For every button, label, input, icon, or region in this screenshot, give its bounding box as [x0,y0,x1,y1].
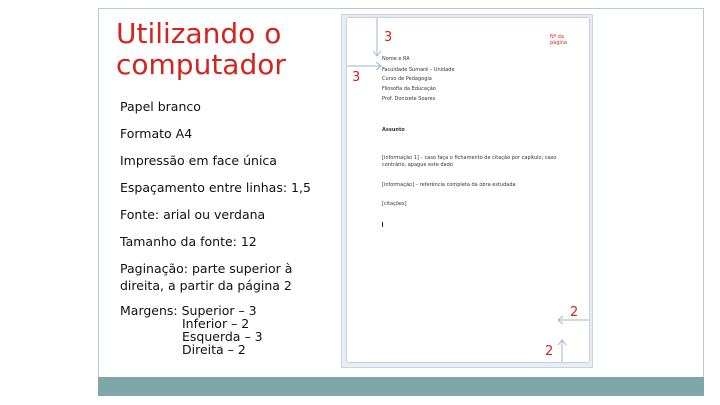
rule-margin-right: Direita – 2 [182,342,246,357]
margin-right-label: 2 [570,305,579,320]
doc-subject-heading: Assunto [382,127,405,133]
margin-top-label: 3 [384,30,393,45]
page-number-note-1: Nº da [550,34,564,40]
margin-bottom-label: 2 [545,344,554,359]
right-margin-arrow-icon [556,314,589,326]
top-margin-arrow-icon [370,18,384,58]
doc-line-name: Nome e RA [382,56,410,62]
page-number-note [550,34,567,46]
text-cursor [382,222,383,227]
rule-margin-left: Esquerda – 3 [182,329,263,344]
slide-footer-bar [98,377,704,396]
doc-line-professor: Prof. Donizete Soares [382,96,436,102]
rule-spacing: Espaçamento entre linhas: 1,5 [120,180,311,195]
rule-margins: Margens: Superior – 3 [120,303,257,318]
rule-font: Fonte: arial ou verdana [120,207,266,222]
title-line-2: computador [116,48,286,81]
rule-font-size: Tamanho da fonte: 12 [120,234,257,249]
title-line-1: Utilizando o [116,17,282,50]
rule-paper: Papel branco [120,99,201,114]
page-number-note-2: página [550,40,568,46]
rule-pagination-2: direita, a partir da página 2 [120,278,292,293]
left-margin-arrow-icon [347,60,383,72]
doc-citations: [citações] [382,201,407,207]
doc-info-2: [informação] – referência completa da obra estudada [382,182,516,188]
margin-left-label: 3 [352,70,361,85]
doc-info-1a: [informação 1] – caso faça o fichamento de citação por capítulo; caso [382,155,557,161]
doc-info-1b: contrário, apague este dado [382,162,453,168]
rule-format: Formato A4 [120,126,193,141]
rule-pagination-1: Paginação: parte superior à [120,261,293,276]
bottom-margin-arrow-icon [555,338,569,362]
rule-print: Impressão em face única [120,153,277,168]
doc-line-subject-area: Filosofia da Educação [382,86,436,92]
rule-margin-bottom: Inferior – 2 [182,316,250,331]
doc-line-course: Curso de Pedagogia [382,76,432,82]
slide-title [116,18,316,80]
doc-line-faculty: Faculdade Sumaré – Unidade [382,67,455,73]
